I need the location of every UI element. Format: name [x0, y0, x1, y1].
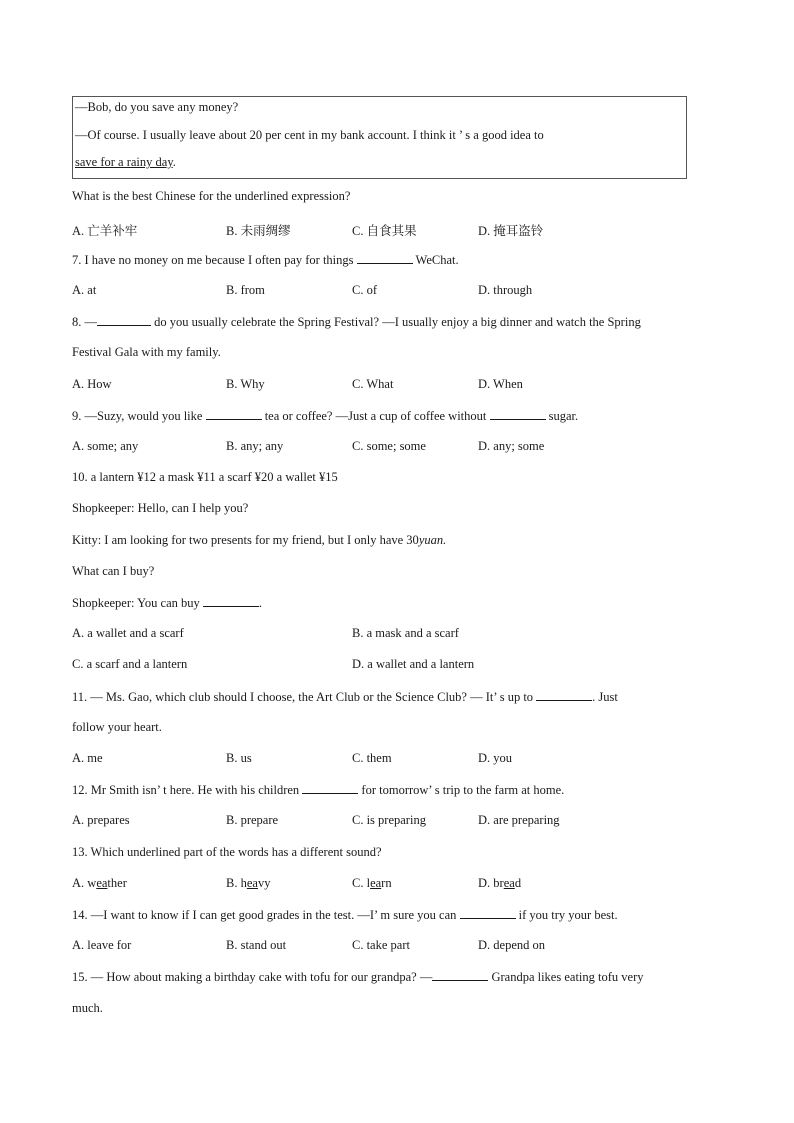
q10-option-d[interactable]: D. a wallet and a lantern: [352, 657, 475, 671]
q8-text-after: do you usually celebrate the Spring Festival? —I usually enjoy a big dinner and watch the Spring: [154, 315, 641, 329]
q9-text-middle: tea or coffee? —Just a cup of coffee without: [264, 409, 487, 423]
q12-option-d[interactable]: D. are preparing: [478, 813, 560, 827]
q7-option-b[interactable]: B. from: [226, 283, 265, 297]
q10-line-5: [72, 595, 262, 611]
q13-c-suffix: rn: [381, 876, 392, 890]
q11-option-b[interactable]: B. us: [226, 751, 252, 765]
q8-option-a[interactable]: A. How: [72, 377, 112, 391]
q10-price-list: 10. a lantern ¥12 a mask ¥11 a scarf ¥20 a wallet ¥15: [72, 470, 338, 484]
q11-text-after: . Just: [592, 690, 618, 704]
q9-option-a[interactable]: A. some; any: [72, 439, 139, 453]
q10-option-c[interactable]: C. a scarf and a lantern: [72, 657, 188, 671]
q12-option-c[interactable]: C. is preparing: [352, 813, 426, 827]
q6-option-b[interactable]: B. 未雨绸缪: [226, 224, 291, 238]
q15-question-line2: much.: [72, 1001, 103, 1015]
dialog-box: [72, 96, 687, 179]
q9-blank-2[interactable]: [490, 408, 546, 420]
q7-text-before: 7. I have no money on me because I often pay for things: [72, 253, 354, 267]
q11-text-before: 11. — Ms. Gao, which club should I choose, the Art Club or the Science Club? — It’ s up to: [72, 690, 534, 704]
q7-option-a[interactable]: A. at: [72, 283, 97, 297]
q6-option-c[interactable]: C. 自食其果: [352, 224, 417, 238]
q8-text-start: 8. —: [72, 315, 97, 329]
q9-option-c[interactable]: C. some; some: [352, 439, 426, 453]
q13-a-prefix: A. w: [72, 876, 97, 890]
q14-question: [72, 907, 618, 923]
q13-d-underlined: ea: [503, 876, 515, 890]
q15-blank[interactable]: [432, 969, 488, 981]
q7-text-after: WeChat.: [415, 253, 459, 267]
q13-question: 13. Which underlined part of the words has a different sound?: [72, 845, 382, 859]
q14-option-c[interactable]: C. take part: [352, 938, 410, 952]
q8-question-line2: Festival Gala with my family.: [72, 345, 221, 359]
q9-option-b[interactable]: B. any; any: [226, 439, 284, 453]
q7-option-c[interactable]: C. of: [352, 283, 377, 297]
q13-b-suffix: vy: [257, 876, 271, 890]
q10-option-a[interactable]: A. a wallet and a scarf: [72, 626, 184, 640]
q15-question: [72, 969, 644, 985]
q13-d-prefix: D. br: [478, 876, 504, 890]
q9-text-before: 9. —Suzy, would you like: [72, 409, 203, 423]
q13-option-a[interactable]: [72, 876, 127, 891]
q6-option-d[interactable]: D. 掩耳盗铃: [478, 224, 544, 238]
q12-option-a[interactable]: A. prepares: [72, 813, 130, 827]
q9-blank-1[interactable]: [206, 408, 262, 420]
q6-option-a[interactable]: A. 亡羊补牢: [72, 224, 138, 238]
q8-blank[interactable]: [97, 314, 151, 326]
q8-option-b[interactable]: B. Why: [226, 377, 265, 391]
q10-line-5-end: .: [258, 596, 263, 610]
underlined-expression: save for a rainy day: [75, 155, 173, 169]
q14-option-b[interactable]: B. stand out: [226, 938, 287, 952]
q11-option-c[interactable]: C. them: [352, 751, 392, 765]
dialog-line-3: [75, 155, 176, 170]
q12-text-after: for tomorrow’ s trip to the farm at home.: [361, 783, 565, 797]
q6-question: What is the best Chinese for the underlined expression?: [72, 189, 351, 203]
q10-line-3: [72, 533, 446, 548]
q14-text-before: 14. —I want to know if I can get good grades in the test. —I’ m sure you can: [72, 908, 457, 922]
q9-option-d[interactable]: D. any; some: [478, 439, 545, 453]
q14-option-d[interactable]: D. depend on: [478, 938, 545, 952]
q9-question: [72, 408, 578, 424]
q13-a-underlined: ea: [96, 876, 108, 890]
q13-option-d[interactable]: [478, 876, 521, 891]
q10-line-3-text: Kitty: I am looking for two presents for my friend, but I only have 30: [72, 533, 419, 547]
q10-line-2: Shopkeeper: Hello, can I help you?: [72, 501, 249, 515]
q7-blank[interactable]: [357, 252, 413, 264]
q10-line-4: What can I buy?: [72, 564, 155, 578]
q12-question: [72, 782, 564, 798]
q13-b-underlined: ea: [246, 876, 258, 890]
q8-question: [72, 314, 641, 330]
q10-blank[interactable]: [203, 595, 259, 607]
q11-option-a[interactable]: A. me: [72, 751, 103, 765]
q7-question: [72, 252, 459, 268]
q13-c-prefix: C. l: [352, 876, 371, 890]
dialog-line-2: —Of course. I usually leave about 20 per cent in my bank account. I think it ’ s a good idea to: [75, 128, 544, 142]
q15-text-before: 15. — How about making a birthday cake with tofu for our grandpa? —: [72, 970, 433, 984]
q11-question: [72, 689, 618, 705]
q8-option-c[interactable]: C. What: [352, 377, 394, 391]
q9-text-after: sugar.: [548, 409, 579, 423]
q10-option-b[interactable]: B. a mask and a scarf: [352, 626, 459, 640]
q12-option-b[interactable]: B. prepare: [226, 813, 279, 827]
q15-text-after: Grandpa likes eating tofu very: [491, 970, 644, 984]
q11-question-line2: follow your heart.: [72, 720, 162, 734]
q12-blank[interactable]: [302, 782, 358, 794]
q13-d-suffix: d: [514, 876, 522, 890]
dialog-line-3-end: .: [172, 155, 176, 169]
q13-a-suffix: ther: [107, 876, 127, 890]
q10-line-5-text: Shopkeeper: You can buy: [72, 596, 200, 610]
q13-option-c[interactable]: [352, 876, 392, 891]
q14-blank[interactable]: [460, 907, 516, 919]
q7-option-d[interactable]: D. through: [478, 283, 533, 297]
q13-option-b[interactable]: [226, 876, 270, 891]
dialog-line-1: —Bob, do you save any money?: [75, 100, 239, 114]
q13-c-underlined: ea: [370, 876, 382, 890]
q10-currency: yuan.: [418, 533, 447, 547]
q14-text-after: if you try your best.: [518, 908, 618, 922]
q11-blank[interactable]: [536, 689, 592, 701]
q14-option-a[interactable]: A. leave for: [72, 938, 132, 952]
q12-text-before: 12. Mr Smith isn’ t here. He with his children: [72, 783, 300, 797]
q11-option-d[interactable]: D. you: [478, 751, 513, 765]
q13-b-prefix: B. h: [226, 876, 247, 890]
q8-option-d[interactable]: D. When: [478, 377, 523, 391]
